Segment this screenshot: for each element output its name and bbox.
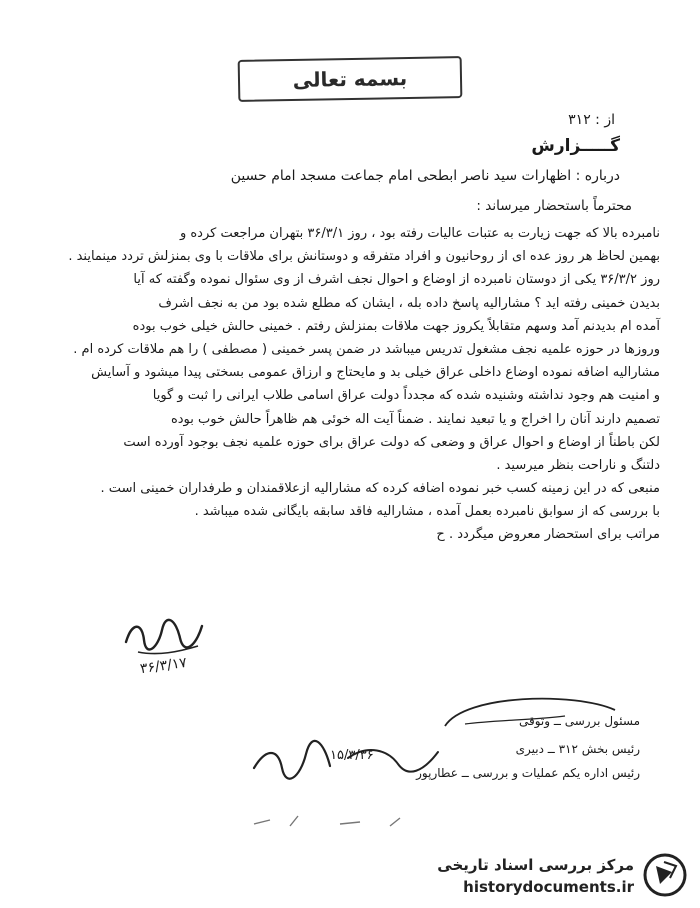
body-line: نامبرده بالا که جهت زیارت به عتبات عالیات رفته بود ، روز ۳۶/۳/۱ بتهران مراجعت کرده و [179,226,660,241]
salutation: محترماً باستحضار میرساند : [476,198,632,214]
report-title-text: گـــــزارش [531,136,620,156]
watermark-site: historydocuments.ir [463,878,634,896]
body-line: منبعی که در این زمینه کسب خبر نموده اضافه کرده که مشارالیه ازعلاقمندان و طرفداران خمینی است . [100,481,660,497]
watermark-center-name: مرکز بررسی اسناد تاریخی [437,856,634,874]
handwritten-signature-left [118,612,208,684]
faded-marks [250,810,430,838]
body-line: با بررسی که از سوابق نامبرده بعمل آمده ، مشارالیه فاقد سابقه بایگانی شده میباشد . [194,504,660,520]
official-reviewer: مسئول بررسی ــ وثوقی [518,714,640,728]
body-line: آمده ام بدیدنم آمد وسهم متقابلاً یکروز جهت ملاقات بمنزلش رفتم . خمینی حالش خیلی خوب بوده [132,318,660,334]
body-line: روز ۳۶/۳/۲ یکی از دوستان نامبرده از اوضاع و احوال نجف اشرف از وی سئوال نموده وگفته که آیا [133,272,660,288]
body-line: دلتنگ و ناراحت بنظر میرسید . [496,457,660,473]
watermark-logo-icon [642,852,688,898]
body-line: مراتب برای استحضار معروض میگردد . ح [436,527,660,543]
report-body [30,222,660,547]
body-line: وروزها در حوزه علمیه نجف مشغول تدریس میباشد در ضمن پسر خمینی ( مصطفی ) را هم ملاقات کرده ام . [73,341,660,357]
body-line: تصمیم دارند آنان را اخراج و یا تبعید نمایند . ضمناً آیت اله خوئی هم ظاهراً حالش خوب بوده [170,411,660,427]
signature-date: ۳۶/۳/۱۷ [139,654,188,678]
body-line: و امنیت هم وجود نداشته وشنیده شده که مجدداً دولت عراق اسامی طلاب ایرانی را ثبت و گویا [152,388,660,404]
signature-scribble-icon [118,612,208,662]
body-line: بدیدن خمینی رفته اید ؟ مشارالیه پاسخ داده بله ، ایشان که مطلع شده بود من به نجف اشرف [158,295,660,311]
body-line: مشارالیه اضافه نموده اوضاع داخلی عراق خیلی بد و مایحتاج و ارزاق عمومی بسختی پیدا میشود و آسایش [91,365,660,381]
classification-stamp-text: بسمه تعالی [292,66,408,92]
subject-line: درباره : اظهارات سید ناصر ابطحی امام جماعت مسجد امام حسین [230,168,620,184]
body-line: بهمین لحاظ هر روز عده ای از روحانیون و افراد متفرقه و دوستانش برای ملاقات با وی بمنزلش تردد مینمایند . [68,249,660,265]
official-department-head: رئیس اداره یکم عملیات و بررسی ــ عطارپور [416,766,640,780]
faded-mark-icon [250,810,430,834]
body-line: لکن باطناً از اوضاع و احوال عراق و وضعی که دولت عراق برای حوزه علمیه نجف بوجود آورده است [123,434,660,450]
handwritten-date-middle: ۱۵/۳/۳۶ [330,748,374,763]
classification-stamp [238,56,463,102]
watermark [396,852,692,902]
report-title [531,136,620,156]
from-number: از : ۳۱۲ [568,112,615,128]
official-section-head: رئیس بخش ۳۱۲ ــ دبیری [515,742,640,756]
